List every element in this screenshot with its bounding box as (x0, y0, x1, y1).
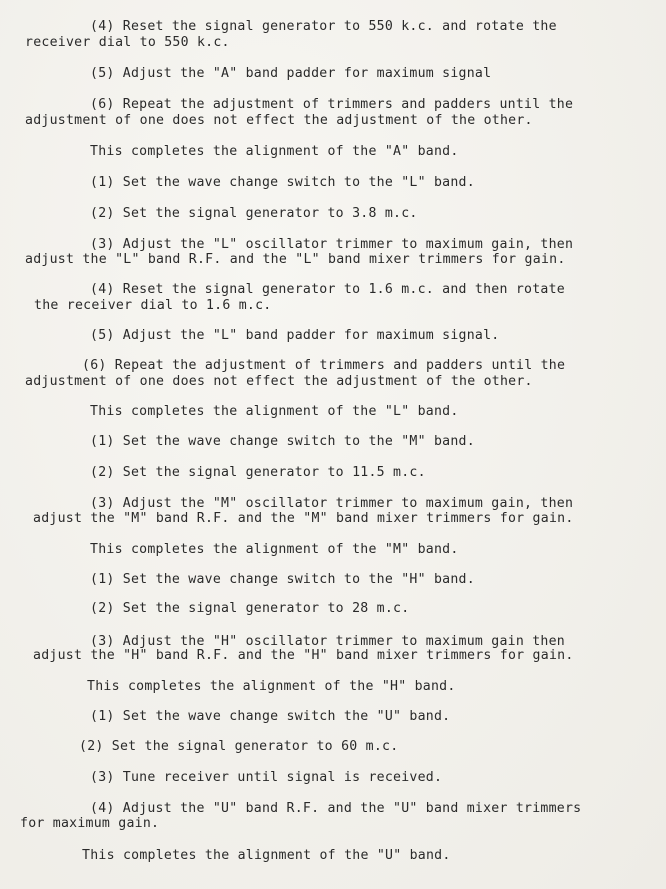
text-line: adjustment of one does not effect the adjustment of the other. (25, 113, 533, 128)
text-line: adjust the "L" band R.F. and the "L" band mixer trimmers for gain. (25, 252, 566, 267)
text-line: (1) Set the wave change switch to the "H" band. (90, 572, 475, 587)
text-line: (1) Set the wave change switch the "U" band. (90, 709, 451, 724)
text-line: This completes the alignment of the "U" band. (82, 848, 451, 863)
text-line: for maximum gain. (20, 816, 160, 831)
text-line: (2) Set the signal generator to 3.8 m.c. (90, 206, 418, 221)
text-line: (5) Adjust the "L" band padder for maximum signal. (90, 328, 500, 343)
text-line: adjustment of one does not effect the adjustment of the other. (25, 374, 533, 389)
text-line: the receiver dial to 1.6 m.c. (34, 298, 272, 313)
text-line: (3) Adjust the "M" oscillator trimmer to maximum gain, then (90, 496, 574, 511)
text-line: receiver dial to 550 k.c. (25, 35, 230, 50)
text-line: (3) Adjust the "L" oscillator trimmer to maximum gain, then (90, 237, 574, 252)
text-line: This completes the alignment of the "H" band. (87, 679, 456, 694)
text-line: (1) Set the wave change switch to the "L" band. (90, 175, 475, 190)
text-line: adjust the "H" band R.F. and the "H" band mixer trimmers for gain. (33, 648, 574, 663)
text-line: (4) Reset the signal generator to 550 k.c. and rotate the (90, 19, 557, 34)
text-line: (2) Set the signal generator to 11.5 m.c. (90, 465, 426, 480)
text-line: This completes the alignment of the "M" band. (90, 542, 459, 557)
text-line: (4) Adjust the "U" band R.F. and the "U" band mixer trimmers (90, 801, 582, 816)
text-line: This completes the alignment of the "L" band. (90, 404, 459, 419)
text-line: This completes the alignment of the "A" band. (90, 144, 459, 159)
text-line: (3) Tune receiver until signal is received. (90, 770, 443, 785)
text-line: adjust the "M" band R.F. and the "M" band mixer trimmers for gain. (33, 511, 574, 526)
text-line: (6) Repeat the adjustment of trimmers and padders until the (90, 97, 574, 112)
text-line: (2) Set the signal generator to 28 m.c. (90, 601, 410, 616)
text-line: (6) Repeat the adjustment of trimmers and padders until the (82, 358, 566, 373)
text-line: (4) Reset the signal generator to 1.6 m.c. and then rotate (90, 282, 565, 297)
text-line: (3) Adjust the "H" oscillator trimmer to maximum gain then (90, 634, 565, 649)
text-line: (5) Adjust the "A" band padder for maximum signal (90, 66, 492, 81)
text-line: (2) Set the signal generator to 60 m.c. (79, 739, 399, 754)
text-line: (1) Set the wave change switch to the "M" band. (90, 434, 475, 449)
